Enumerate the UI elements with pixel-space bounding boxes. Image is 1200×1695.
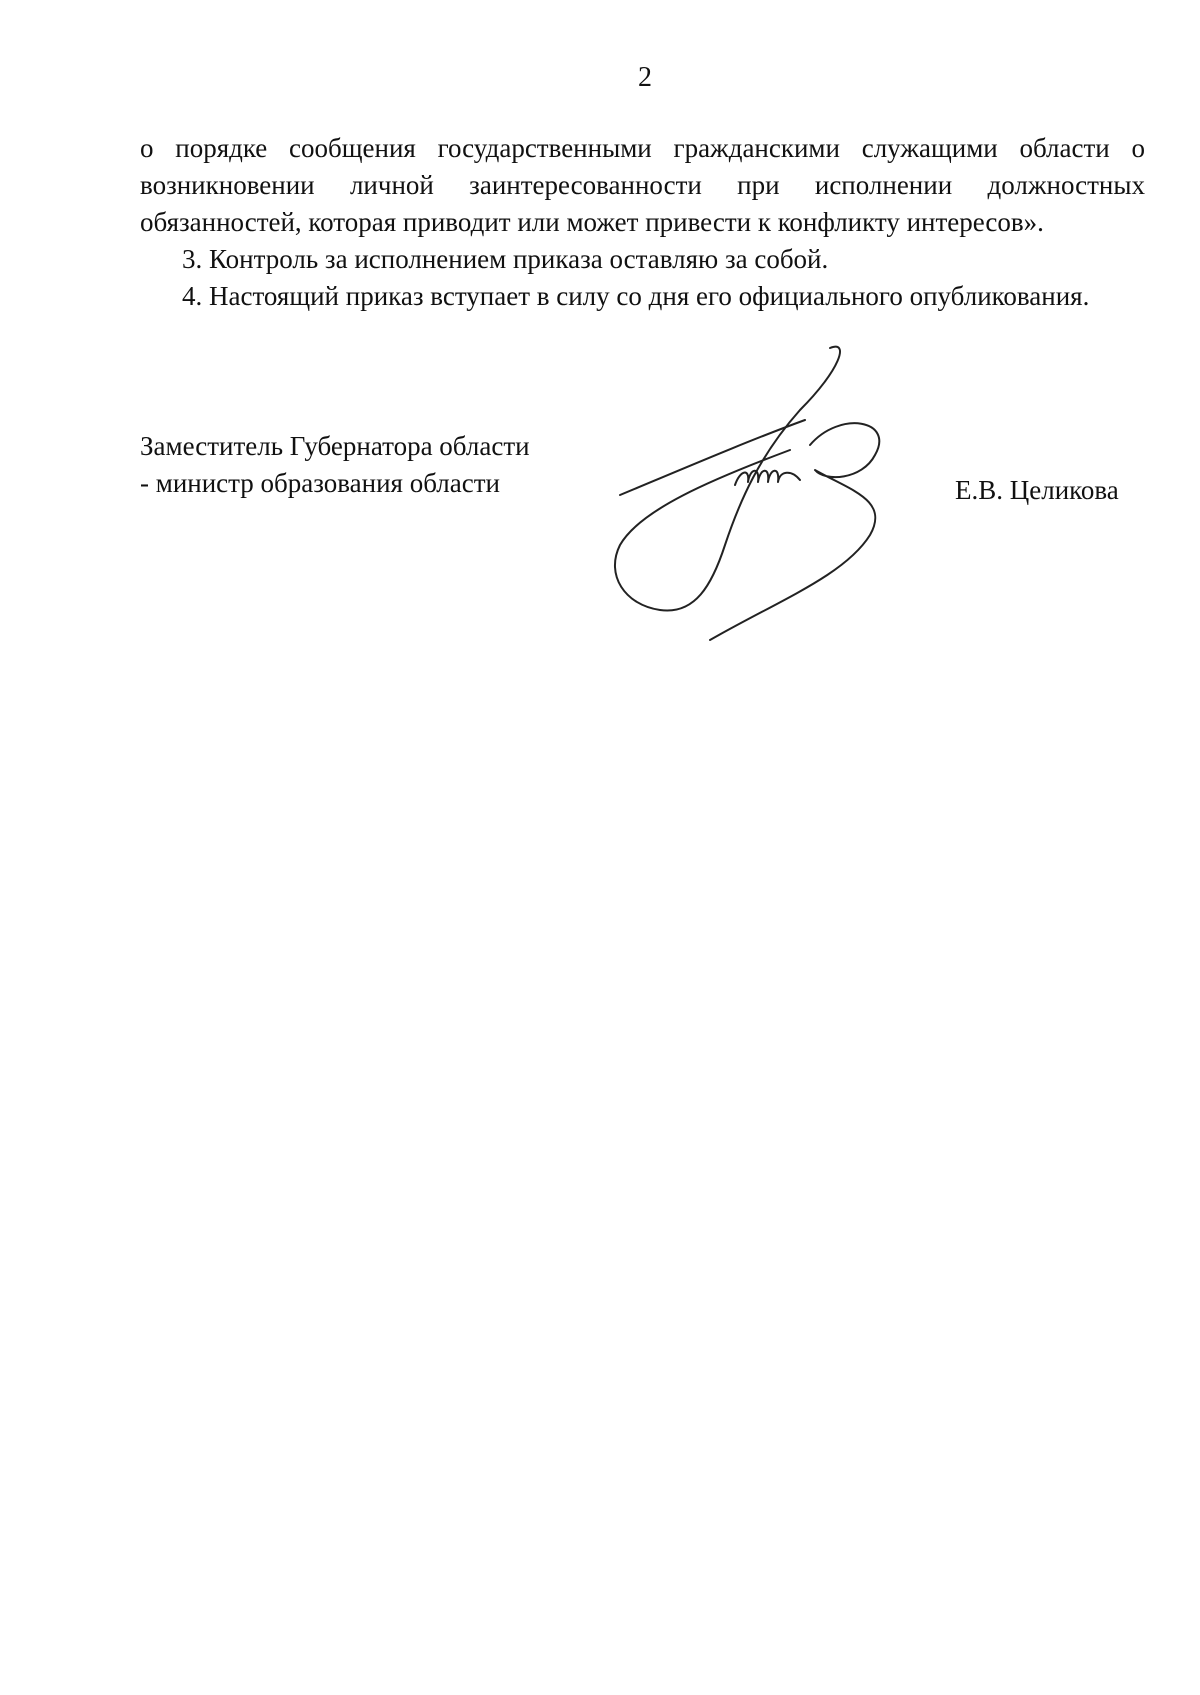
paragraph-item-4: 4. Настоящий приказ вступает в силу со дня его официального опубликования. [182, 281, 1090, 311]
signer-position-line-2: - министр образования области [140, 468, 500, 498]
document-body [140, 130, 1145, 315]
page-number: 2 [638, 62, 652, 93]
signer-position-line-1: Заместитель Губернатора области [140, 431, 530, 461]
signer-name: Е.В. Целикова [955, 475, 1119, 505]
paragraph-item-3: 3. Контроль за исполнением приказа оставляю за собой. [182, 244, 829, 274]
paragraph-continuation: о порядке сообщения государственными гражданскими служащими области о возникновении личной заинтересованности при исполнении должностных обязанностей, которая приводит или может привести к конфликту интересов». [140, 133, 1145, 237]
handwritten-signature [600, 340, 900, 650]
signer-position [140, 428, 530, 502]
